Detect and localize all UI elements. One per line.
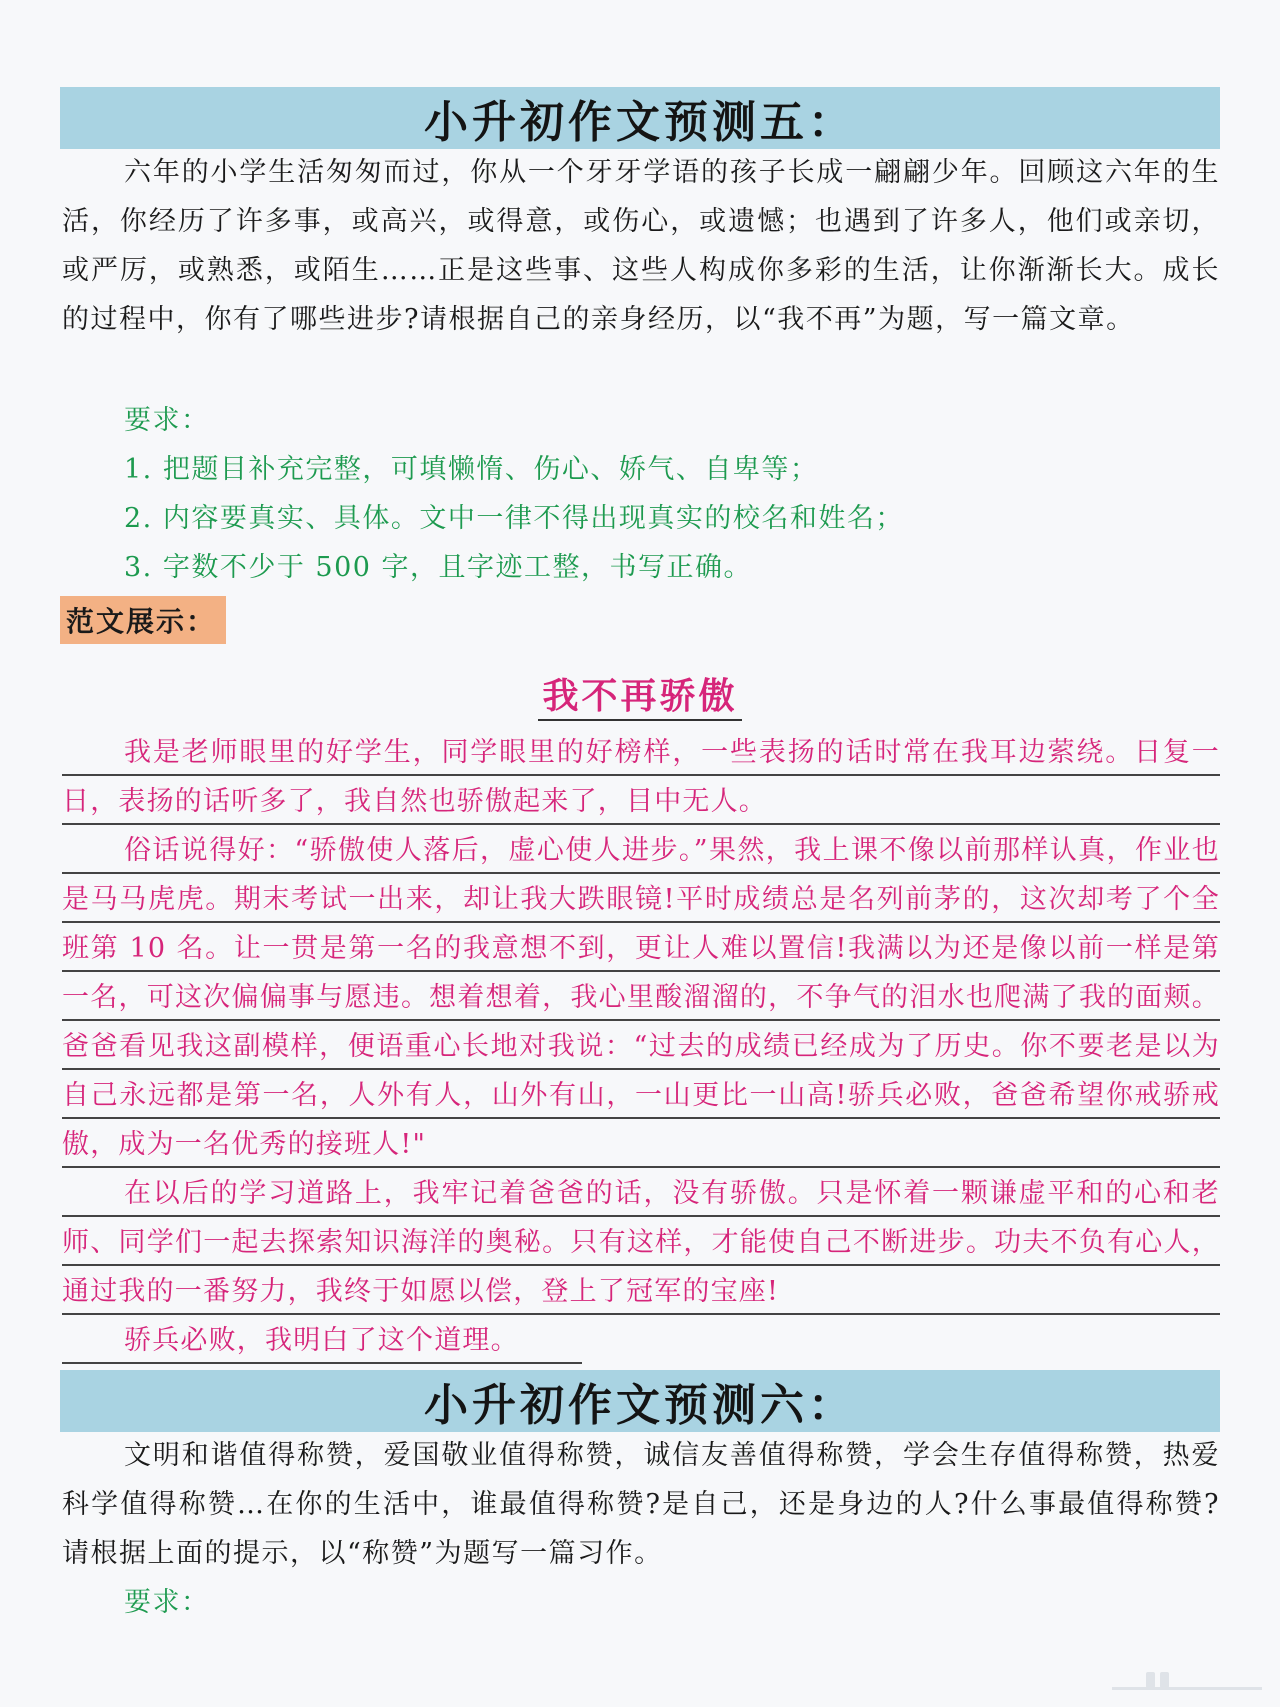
essay-paragraph-4: 骄兵必败，我明白了这个道理。 bbox=[62, 1316, 582, 1365]
section6-requirements-label: 要求： bbox=[124, 1587, 210, 1618]
essay-paragraph-2: 俗话说得好：“骄傲使人落后，虚心使人进步。”果然，我上课不像以前那样认真，作业也是马马虎虎。期末考试一出来，却让我大跌眼镜!平时成绩总是名列前茅的，这次却考了个全班第 10 名。让一贯是第一名的我意想不到，更让人难以置信!我满以为还是像以前一样是第一名，可这次偏偏事与愿违。想着想着，我心里酸溜溜的，不争气的泪水也爬满了我的面颊。爸爸看见我这副模样，便语重心长地对我说：“过去的成绩已经成为了历史。你不要老是以为自己永远都是第一名，人外有人，山外有山，一山更比一山高!骄兵必败，爸爸希望你戒骄戒傲，成为一名优秀的接班人!" bbox=[62, 826, 1220, 1169]
essay-title-text: 我不再骄傲 bbox=[538, 675, 741, 721]
essay-paragraph-1: 我是老师眼里的好学生，同学眼里的好榜样，一些表扬的话时常在我耳边萦绕。日复一日，表扬的话听多了，我自然也骄傲起来了，目中无人。 bbox=[62, 728, 1220, 826]
essay-paragraph-3: 在以后的学习道路上，我牢记着爸爸的话，没有骄傲。只是怀着一颗谦虚平和的心和老师、同学们一起去探索知识海洋的奥秘。只有这样，才能使自己不断进步。功夫不负有心人，通过我的一番努力，我终于如愿以偿，登上了冠军的宝座! bbox=[62, 1169, 1220, 1316]
section5-requirement-3: 3. 字数不少于 500 字，且字迹工整，书写正确。 bbox=[124, 552, 753, 583]
section5-title: 小升初作文预测五： bbox=[60, 87, 1220, 149]
section5-prompt: 六年的小学生活匆匆而过，你从一个牙牙学语的孩子长成一翩翩少年。回顾这六年的生活，你经历了许多事，或高兴，或得意，或伤心，或遗憾；也遇到了许多人，他们或亲切，或严厉，或熟悉，或陌生……正是这些事、这些人构成你多彩的生活，让你渐渐长大。成长的过程中，你有了哪些进步?请根据自己的亲身经历，以“我不再”为题，写一篇文章。 bbox=[62, 157, 1220, 335]
section6-prompt: 文明和谐值得称赞，爱国敬业值得称赞，诚信友善值得称赞，学会生存值得称赞，热爱科学值得称赞…在你的生活中，谁最值得称赞?是自己，还是身边的人?什么事最值得称赞?请根据上面的提示，以“称赞”为题写一篇习作。 bbox=[62, 1440, 1220, 1569]
watermark-bar-icon bbox=[1160, 1672, 1169, 1688]
section5-requirements-label: 要求： bbox=[124, 405, 210, 436]
section6-title: 小升初作文预测六： bbox=[60, 1370, 1220, 1432]
essay-title bbox=[0, 668, 1280, 719]
sample-tag: 范文展示： bbox=[60, 596, 226, 644]
section5-requirement-1: 1. 把题目补充完整，可填懒惰、伤心、娇气、自卑等； bbox=[124, 454, 819, 485]
watermark-line bbox=[1112, 1687, 1262, 1690]
watermark-bar-icon bbox=[1146, 1672, 1155, 1688]
section5-requirement-2: 2. 内容要真实、具体。文中一律不得出现真实的校名和姓名； bbox=[124, 503, 904, 534]
